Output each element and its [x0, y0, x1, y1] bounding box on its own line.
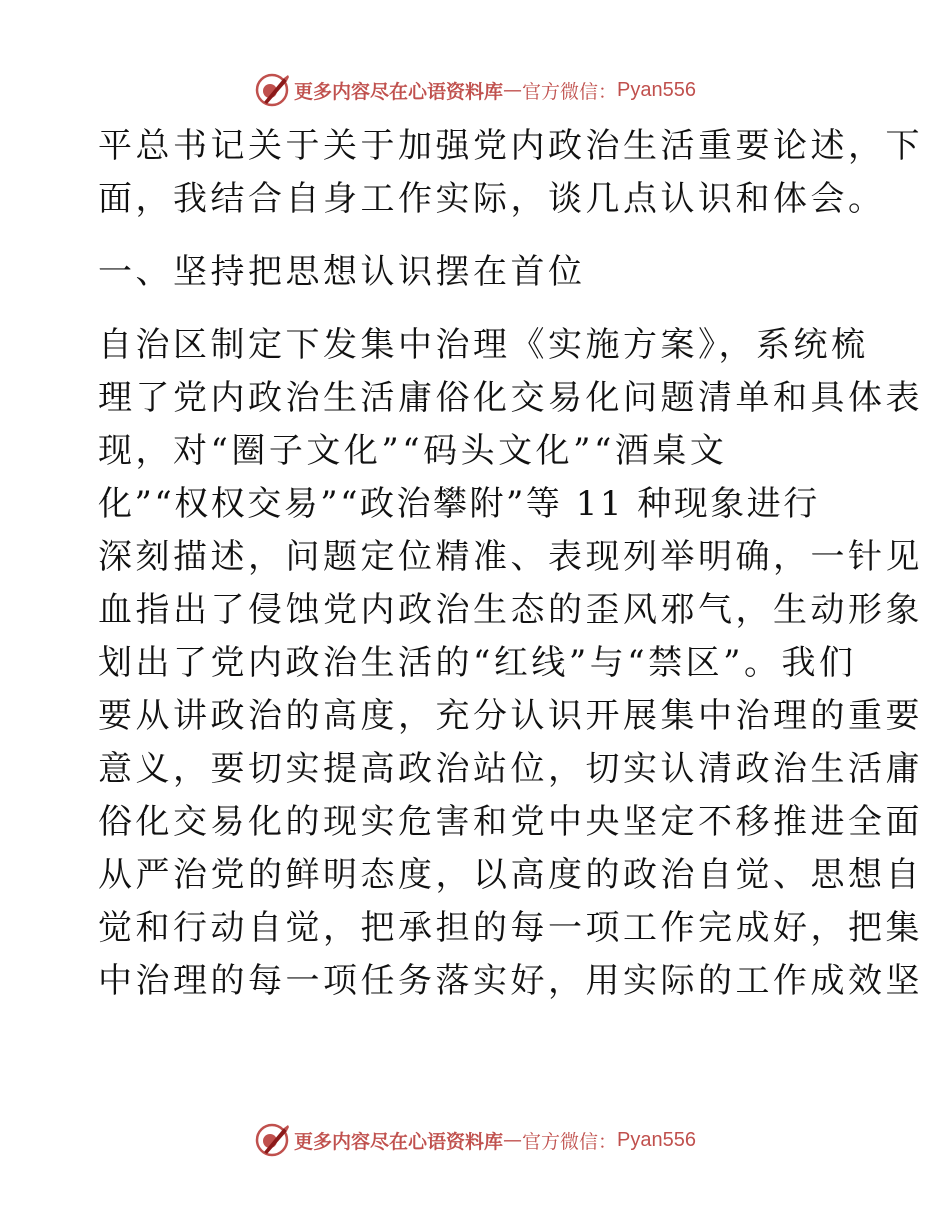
paragraph-line: 自治区制定下发集中治理《实施方案》，系统梳 — [98, 325, 869, 365]
paragraph-line: 要从讲政治的高度，充分认识开展集中治理的重要 — [98, 696, 923, 736]
banner-dash: — — [503, 1129, 523, 1151]
footer-banner — [0, 1118, 950, 1162]
paragraph-line: 从严治党的鲜明态度，以高度的政治自觉、思想自 — [98, 855, 923, 895]
intro-line: 平总书记关于关于加强党内政治生活重要论述，下 — [98, 126, 923, 166]
header-banner — [0, 68, 950, 112]
paragraph-line: 深刻描述，问题定位精准、表现列举明确，一针见 — [98, 537, 923, 577]
paragraph-line: 觉和行动自觉，把承担的每一项工作完成好，把集 — [98, 908, 923, 948]
paragraph-line: 中治理的每一项任务落实好，用实际的工作成效坚 — [98, 961, 923, 1001]
paragraph-line: 现，对“圈子文化”“码头文化”“酒桌文 — [98, 431, 728, 471]
paragraph-line: 划出了党内政治生活的“红线”与“禁区”。我们 — [98, 643, 857, 683]
banner-dash: — — [503, 79, 523, 101]
paragraph-line: 理了党内政治生活庸俗化交易化问题清单和具体表 — [98, 378, 923, 418]
document-body — [98, 120, 923, 1008]
banner-wechat-label: 官方微信： — [522, 80, 618, 103]
banner-wechat-account: Pyan556 — [617, 1128, 696, 1151]
paragraph-line: 意义，要切实提高政治站位，切实认清政治生活庸 — [98, 749, 923, 789]
banner-wechat-account: Pyan556 — [617, 78, 696, 101]
section-heading: 一、坚持把思想认识摆在首位 — [98, 252, 586, 292]
banner-brand-text: 更多内容尽在心语资料库 — [294, 1130, 504, 1153]
pen-logo-icon — [254, 72, 290, 108]
intro-line: 面，我结合自身工作实际，谈几点认识和体会。 — [98, 179, 886, 219]
paragraph-line: 血指出了侵蚀党内政治生态的歪风邪气，生动形象 — [98, 590, 923, 630]
banner-brand-text: 更多内容尽在心语资料库 — [294, 80, 504, 103]
paragraph-line: 俗化交易化的现实危害和党中央坚定不移推进全面 — [98, 802, 923, 842]
banner-wechat-label: 官方微信： — [522, 1130, 618, 1153]
pen-logo-icon — [254, 1122, 290, 1158]
paragraph-line: 化”“权权交易”“政治攀附”等 11 种现象进行 — [98, 484, 820, 524]
